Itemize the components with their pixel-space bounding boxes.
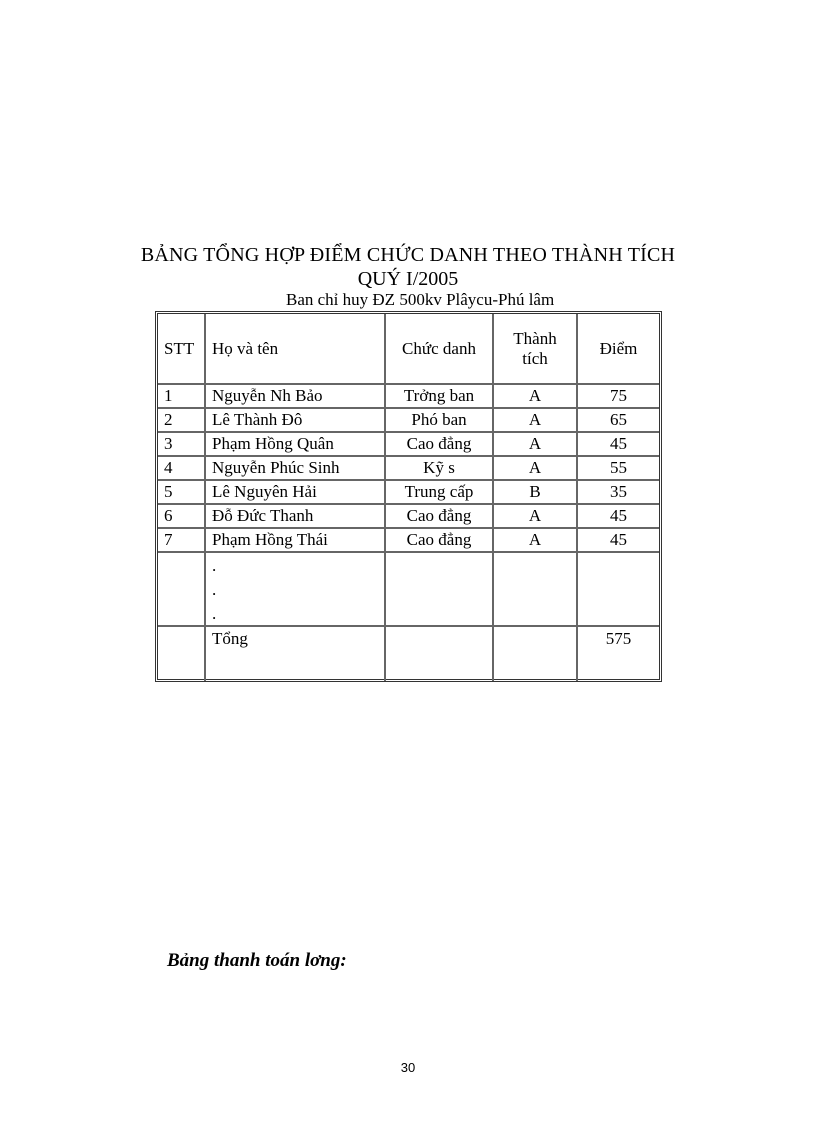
cell-name: Lê Thành Đô bbox=[205, 408, 385, 432]
table-row bbox=[158, 384, 659, 408]
total-label: Tổng bbox=[205, 626, 385, 681]
table-row bbox=[158, 480, 659, 504]
table-header-row bbox=[158, 314, 659, 384]
cell-name: Lê Nguyên Hải bbox=[205, 480, 385, 504]
cell-score: 75 bbox=[577, 384, 659, 408]
cell-name: Phạm Hồng Quân bbox=[205, 432, 385, 456]
cell-stt: 3 bbox=[158, 432, 205, 456]
cell-position: Kỹ s bbox=[385, 456, 493, 480]
empty-cell bbox=[493, 626, 577, 681]
document-title: BẢNG TỔNG HỢP ĐIỂM CHỨC DANH THEO THÀNH TÍCH bbox=[140, 244, 676, 266]
header-stt: STT bbox=[158, 314, 205, 384]
cell-score: 55 bbox=[577, 456, 659, 480]
cell-achievement: A bbox=[493, 432, 577, 456]
cell-achievement: A bbox=[493, 384, 577, 408]
cell-stt: 4 bbox=[158, 456, 205, 480]
cell-score: 45 bbox=[577, 432, 659, 456]
cell-score: 65 bbox=[577, 408, 659, 432]
cell-score: 35 bbox=[577, 480, 659, 504]
cell-name: Phạm Hồng Thái bbox=[205, 528, 385, 552]
document-period: QUÝ I/2005 bbox=[357, 268, 459, 290]
cell-stt: 6 bbox=[158, 504, 205, 528]
payroll-heading: Bảng thanh toán lơng: bbox=[167, 950, 347, 971]
table-row bbox=[158, 456, 659, 480]
cell-stt: 1 bbox=[158, 384, 205, 408]
ellipsis-dot: . bbox=[212, 556, 217, 575]
empty-cell bbox=[385, 626, 493, 681]
cell-achievement: A bbox=[493, 504, 577, 528]
table-row bbox=[158, 504, 659, 528]
header-score: Điểm bbox=[577, 314, 659, 384]
empty-cell bbox=[158, 626, 205, 681]
cell-achievement: A bbox=[493, 408, 577, 432]
cell-position: Cao đẳng bbox=[385, 528, 493, 552]
cell-position: Cao đẳng bbox=[385, 504, 493, 528]
empty-cell bbox=[493, 552, 577, 626]
empty-cell bbox=[158, 552, 205, 626]
cell-name: Nguyễn Nh Bảo bbox=[205, 384, 385, 408]
cell-position: Trung cấp bbox=[385, 480, 493, 504]
table-ellipsis-row bbox=[158, 552, 659, 626]
table-total-row bbox=[158, 626, 659, 681]
page-number: 30 bbox=[400, 1060, 416, 1075]
cell-position: Phó ban bbox=[385, 408, 493, 432]
header-achievement: Thành tích bbox=[493, 314, 577, 384]
score-table bbox=[158, 314, 659, 681]
ellipsis-cell bbox=[205, 552, 385, 626]
cell-stt: 5 bbox=[158, 480, 205, 504]
ellipsis-dot: . bbox=[212, 580, 217, 599]
document-subtitle: Ban chỉ huy ĐZ 500kv Plâycu-Phú lâm bbox=[286, 290, 555, 309]
cell-name: Đỗ Đức Thanh bbox=[205, 504, 385, 528]
empty-cell bbox=[577, 552, 659, 626]
cell-position: Trởng ban bbox=[385, 384, 493, 408]
table-row bbox=[158, 408, 659, 432]
cell-score: 45 bbox=[577, 504, 659, 528]
cell-name: Nguyễn Phúc Sinh bbox=[205, 456, 385, 480]
header-name: Họ và tên bbox=[205, 314, 385, 384]
cell-position: Cao đẳng bbox=[385, 432, 493, 456]
empty-cell bbox=[385, 552, 493, 626]
cell-achievement: B bbox=[493, 480, 577, 504]
cell-achievement: A bbox=[493, 528, 577, 552]
table-row bbox=[158, 432, 659, 456]
cell-score: 45 bbox=[577, 528, 659, 552]
score-table-frame bbox=[155, 311, 662, 682]
header-position: Chức danh bbox=[385, 314, 493, 384]
total-value: 575 bbox=[577, 626, 659, 681]
ellipsis-dot: . bbox=[212, 604, 217, 623]
cell-achievement: A bbox=[493, 456, 577, 480]
table-row bbox=[158, 528, 659, 552]
cell-stt: 7 bbox=[158, 528, 205, 552]
cell-stt: 2 bbox=[158, 408, 205, 432]
